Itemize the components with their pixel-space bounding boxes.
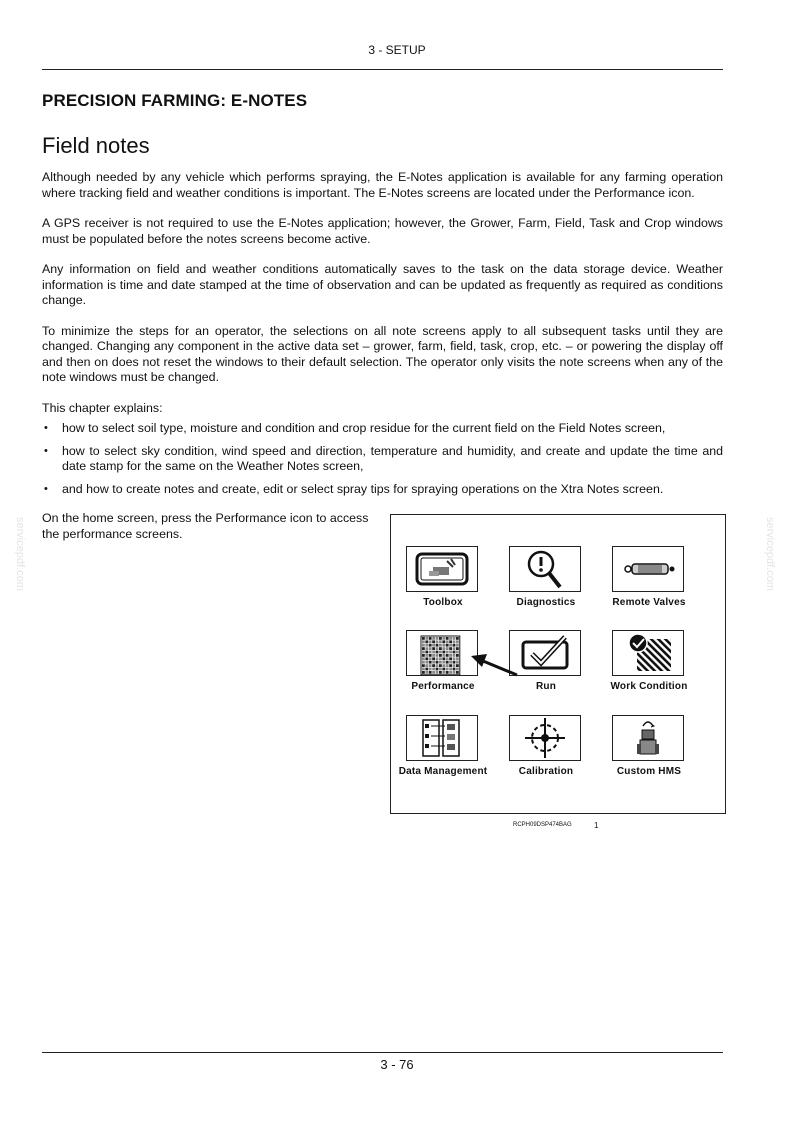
paragraph: To minimize the steps for an operator, the selections on all note screens apply to all subsequent tasks until they are changed. Changing any component in the active data set – grower, farm, field, task, crop, etc. – or powering the display off and then on does not reset the windows to their default selection. The operator only visits the note screens when any of the note windows must be changed. bbox=[42, 323, 723, 384]
custom-hms-label: Custom HMS bbox=[616, 766, 682, 777]
watermark-left: servicepdf.com bbox=[14, 517, 26, 591]
section-header: 3 - SETUP bbox=[368, 43, 426, 57]
figure-number: 1 bbox=[594, 821, 599, 830]
section-subtitle: Field notes bbox=[42, 133, 150, 158]
toolbox-label: Toolbox bbox=[423, 597, 463, 608]
watermark-right: servicepdf.com bbox=[764, 517, 776, 591]
footer-rule bbox=[42, 1052, 723, 1053]
body-text bbox=[42, 170, 723, 504]
bullet-item: • and how to create notes and create, edit or select spray tips for spraying operations on the Xtra Notes screen. bbox=[42, 482, 723, 498]
figure-caption: RCPH09DSP474BAG bbox=[513, 822, 572, 828]
bullet-item: • how to select soil type, moisture and condition and crop residue for the current field on the Field Notes screen, bbox=[42, 421, 723, 437]
work-condition-label: Work Condition bbox=[610, 681, 688, 692]
calibration-label: Calibration bbox=[518, 766, 574, 777]
page-title: PRECISION FARMING: E-NOTES bbox=[42, 91, 308, 110]
bullet-item: • how to select sky condition, wind speed and direction, temperature and humidity, and create and update the time and date stamp for the same on the Weather Notes screen, bbox=[42, 444, 723, 475]
paragraph: Although needed by any vehicle which performs spraying, the E-Notes application is available for any farming operation where tracking field and weather conditions is important. The E-Notes screens are located under the Performance icon. bbox=[42, 170, 723, 200]
pointer-arrow-icon bbox=[391, 515, 725, 813]
header-rule bbox=[42, 69, 723, 70]
data-management-label: Data Management bbox=[398, 766, 488, 777]
home-screen-figure bbox=[390, 514, 726, 814]
performance-label: Performance bbox=[411, 681, 475, 692]
bullet-list bbox=[42, 421, 723, 497]
paragraph: Any information on field and weather conditions automatically saves to the task on the data storage device. Weather information is time and date stamped at the time of observation and can be updated as frequently as required as conditions change. bbox=[42, 262, 723, 307]
diagnostics-label: Diagnostics bbox=[516, 597, 576, 608]
paragraph: A GPS receiver is not required to use the E-Notes application; however, the Grower, Farm, Field, Task and Crop windows must be populated before the notes screens become active. bbox=[42, 216, 723, 246]
instruction-text: On the home screen, press the Performance icon to access the performance screens. bbox=[42, 511, 369, 541]
remote-valves-label: Remote Valves bbox=[612, 597, 686, 608]
paragraph: This chapter explains: bbox=[42, 400, 163, 415]
run-label: Run bbox=[535, 681, 557, 692]
page-number: 3 - 76 bbox=[380, 1057, 414, 1072]
